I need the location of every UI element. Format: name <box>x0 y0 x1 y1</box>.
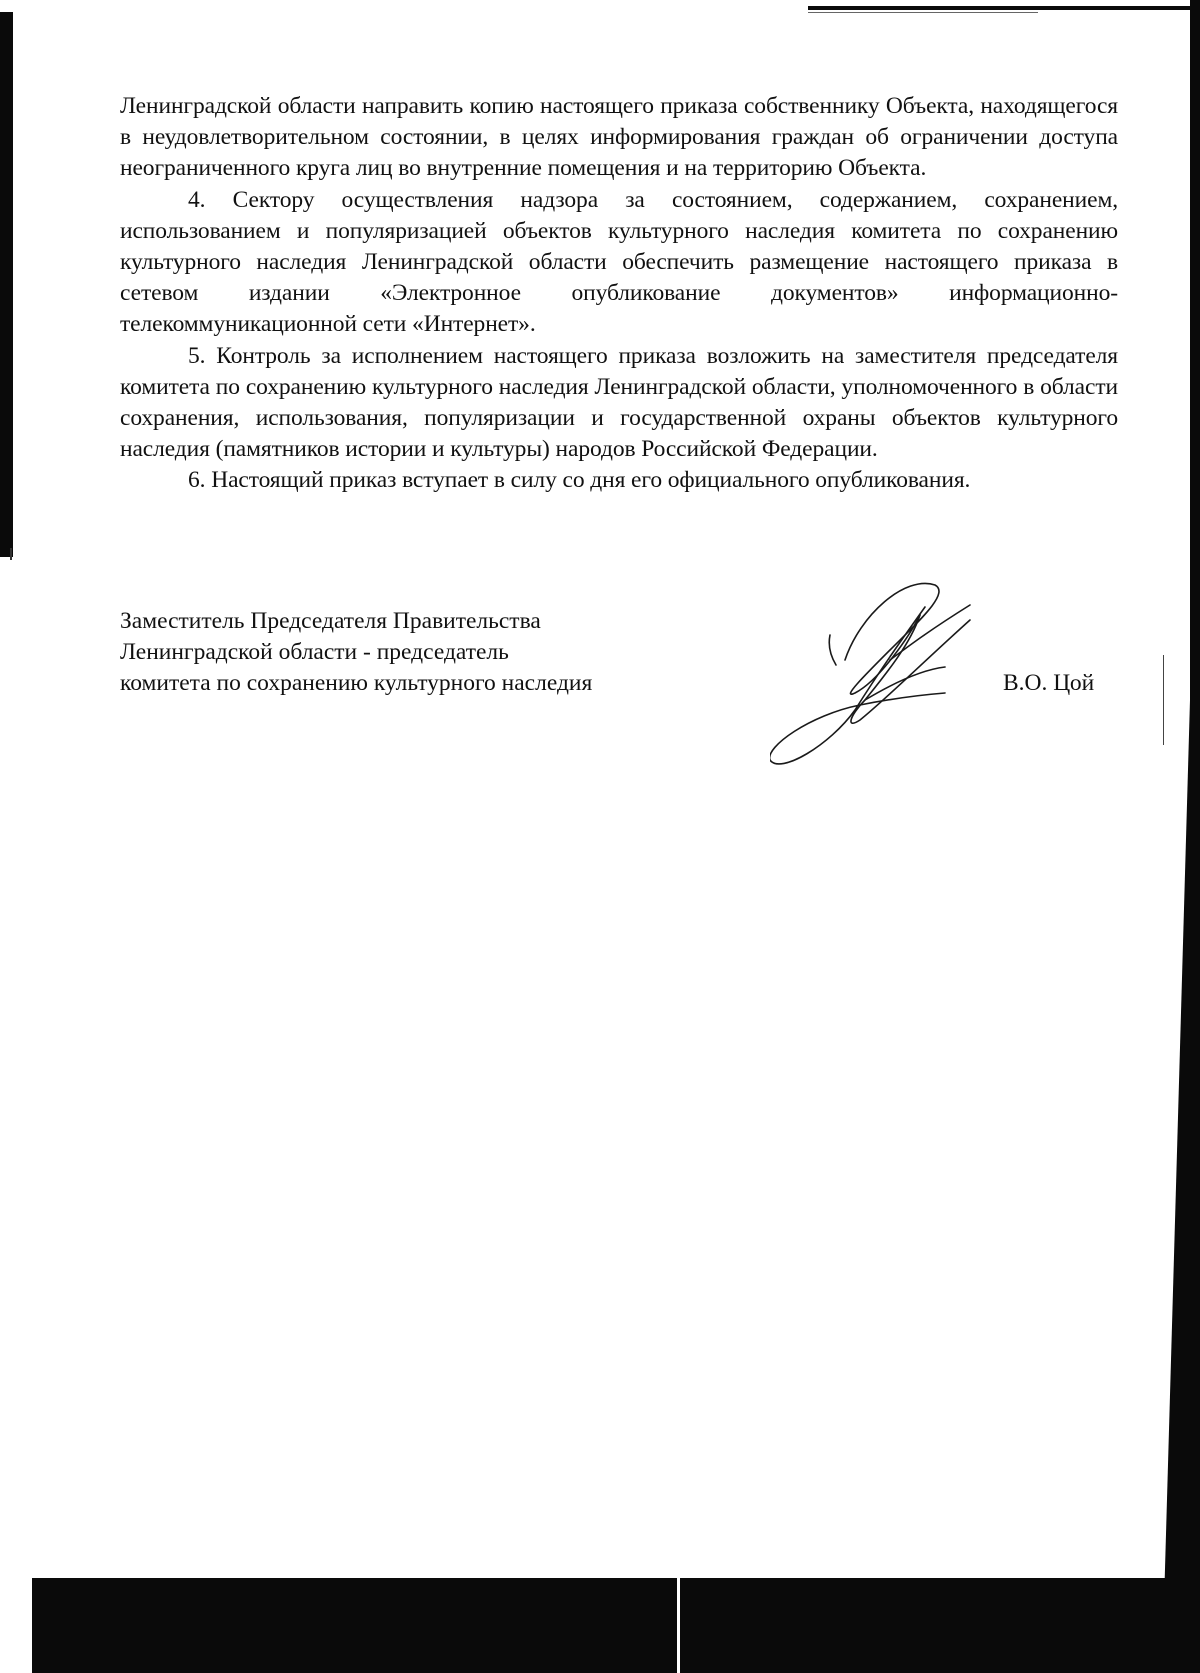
signatory-position-line: Заместитель Председателя Правительства <box>120 608 541 634</box>
document-body <box>120 91 1118 497</box>
paragraph-object-notice: Ленинградской области направить копию настоящего приказа собственнику Объекта, находящегося в неудовлетворительном состоянии, в целях информирования граждан об ограничении доступа неограниченного круга лиц во внутренние помещения и на территорию Объекта. <box>120 93 1118 182</box>
signatory-position-line: Ленинградской области - председатель <box>120 639 509 666</box>
scan-line-top <box>808 12 1038 13</box>
paragraph-item-5: 5. Контроль за исполнением настоящего приказа возложить на заместителя председателя комитета по сохранению культурного наследия Ленинградской области, уполномоченного в области сохранения, использования, популяризации и государственной охраны объектов культурного наследия (памятников истории и культуры) народов Российской Федерации. <box>120 342 1118 463</box>
scan-border-bottom <box>32 1578 1200 1673</box>
signatory-position <box>120 606 592 700</box>
scan-border-right <box>1190 0 1200 1673</box>
scan-mark-left <box>10 548 12 560</box>
paragraph-item-4: 4. Сектору осуществления надзора за состоянием, содержанием, сохранением, использованием и популяризацией объектов культурного наследия комитета по сохранению культурного наследия Ленинградской области обеспечить размещение настоящего приказа в сетевом издании «Электронное опубликование документов» информационно-телекоммуникационной сети «Интернет». <box>120 186 1118 338</box>
handwritten-signature-icon <box>770 575 1010 775</box>
paragraph-item-6: 6. Настоящий приказ вступает в силу со дня его официального опубликования. <box>188 467 971 494</box>
scan-shadow-right <box>1162 700 1190 1673</box>
signatory-name: В.О. Цой <box>1003 670 1095 696</box>
scan-border-left <box>0 12 13 557</box>
scan-notch-bottom <box>677 1578 680 1673</box>
scan-border-top <box>808 6 1198 10</box>
signatory-position-line: комитета по сохранению культурного наследия <box>120 670 593 697</box>
scan-line-right <box>1163 655 1164 745</box>
